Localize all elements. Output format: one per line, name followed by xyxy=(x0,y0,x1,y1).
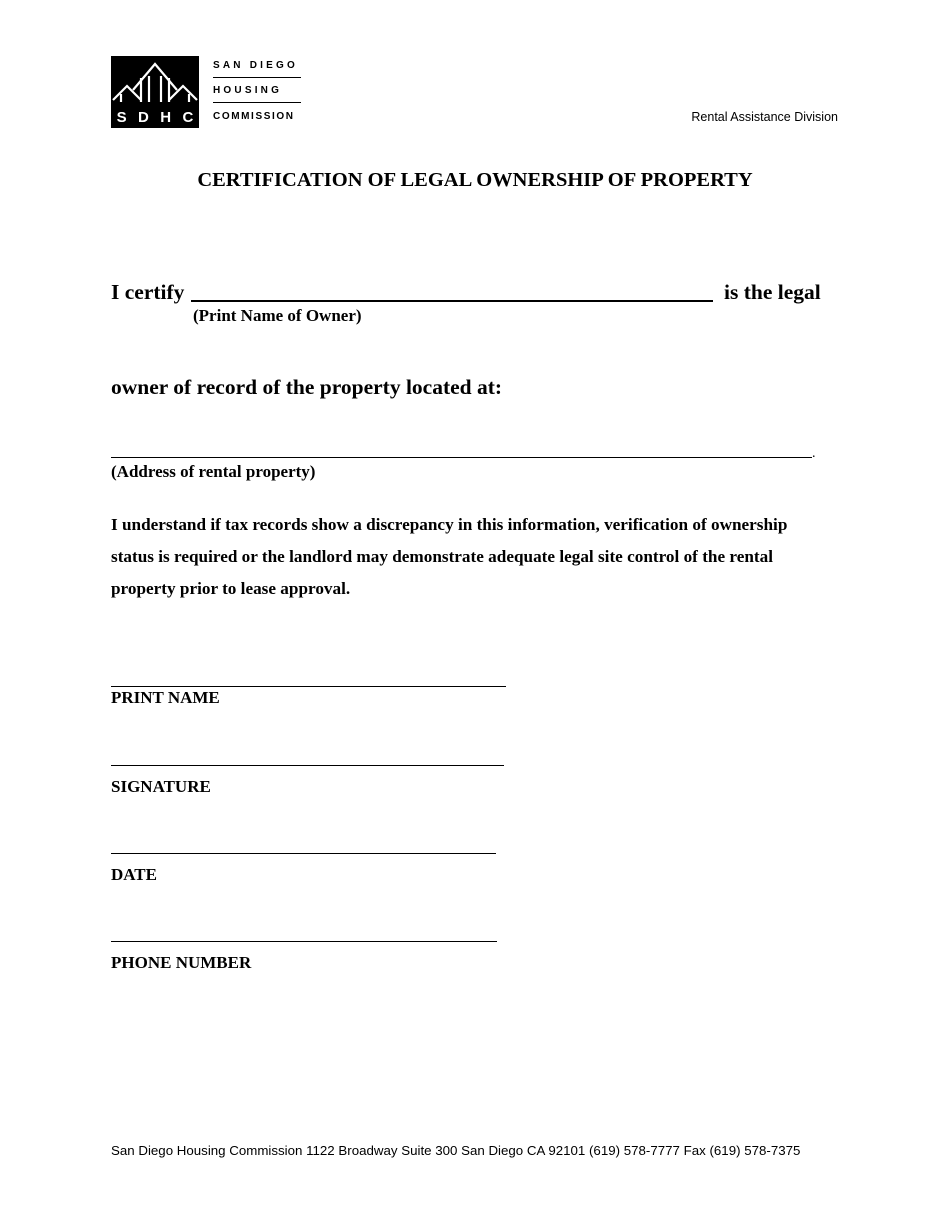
signature-field[interactable] xyxy=(111,765,504,766)
signature-label: SIGNATURE xyxy=(111,777,211,796)
address-field[interactable] xyxy=(111,457,812,458)
form-title: CERTIFICATION OF LEGAL OWNERSHIP OF PROPERTY xyxy=(197,169,753,191)
date-label: DATE xyxy=(111,865,157,884)
date-field[interactable] xyxy=(111,853,496,854)
print-name-label: PRINT NAME xyxy=(111,688,220,707)
logo-divider xyxy=(213,77,301,78)
phone-label: PHONE NUMBER xyxy=(111,953,252,972)
print-name-field[interactable] xyxy=(111,686,506,687)
logo-initial: D xyxy=(138,108,149,126)
logo-name-line: HOUSING xyxy=(213,85,283,96)
address-end-mark: . xyxy=(812,446,816,461)
logo-initial: S xyxy=(116,108,127,126)
houses-icon xyxy=(111,56,199,106)
phone-field[interactable] xyxy=(111,941,497,942)
logo-initial: H xyxy=(160,108,172,126)
footer-address: San Diego Housing Commission 1122 Broadway Suite 300 San Diego CA 92101 (619) 578-7777 Fax (619) 578-7375 xyxy=(111,1143,801,1158)
logo-initials xyxy=(111,106,199,128)
logo-name-line: COMMISSION xyxy=(213,111,295,122)
owner-record-text: owner of record of the property located at: xyxy=(111,375,503,399)
owner-name-caption: (Print Name of Owner) xyxy=(193,306,362,325)
logo-name-line: SAN DIEGO xyxy=(213,60,298,71)
certify-suffix: is the legal xyxy=(724,280,821,304)
division-label: Rental Assistance Division xyxy=(691,110,838,124)
logo-initial: C xyxy=(182,108,194,126)
statement-paragraph: I understand if tax records show a discrepancy in this information, verification of ownership status is required or the landlord may demonstrate adequate legal site control of the rental property prior to lease approval. xyxy=(111,515,788,599)
logo-divider xyxy=(213,102,301,103)
address-caption: (Address of rental property) xyxy=(111,462,316,481)
certify-prefix: I certify xyxy=(111,280,185,304)
owner-name-field[interactable] xyxy=(191,300,713,302)
